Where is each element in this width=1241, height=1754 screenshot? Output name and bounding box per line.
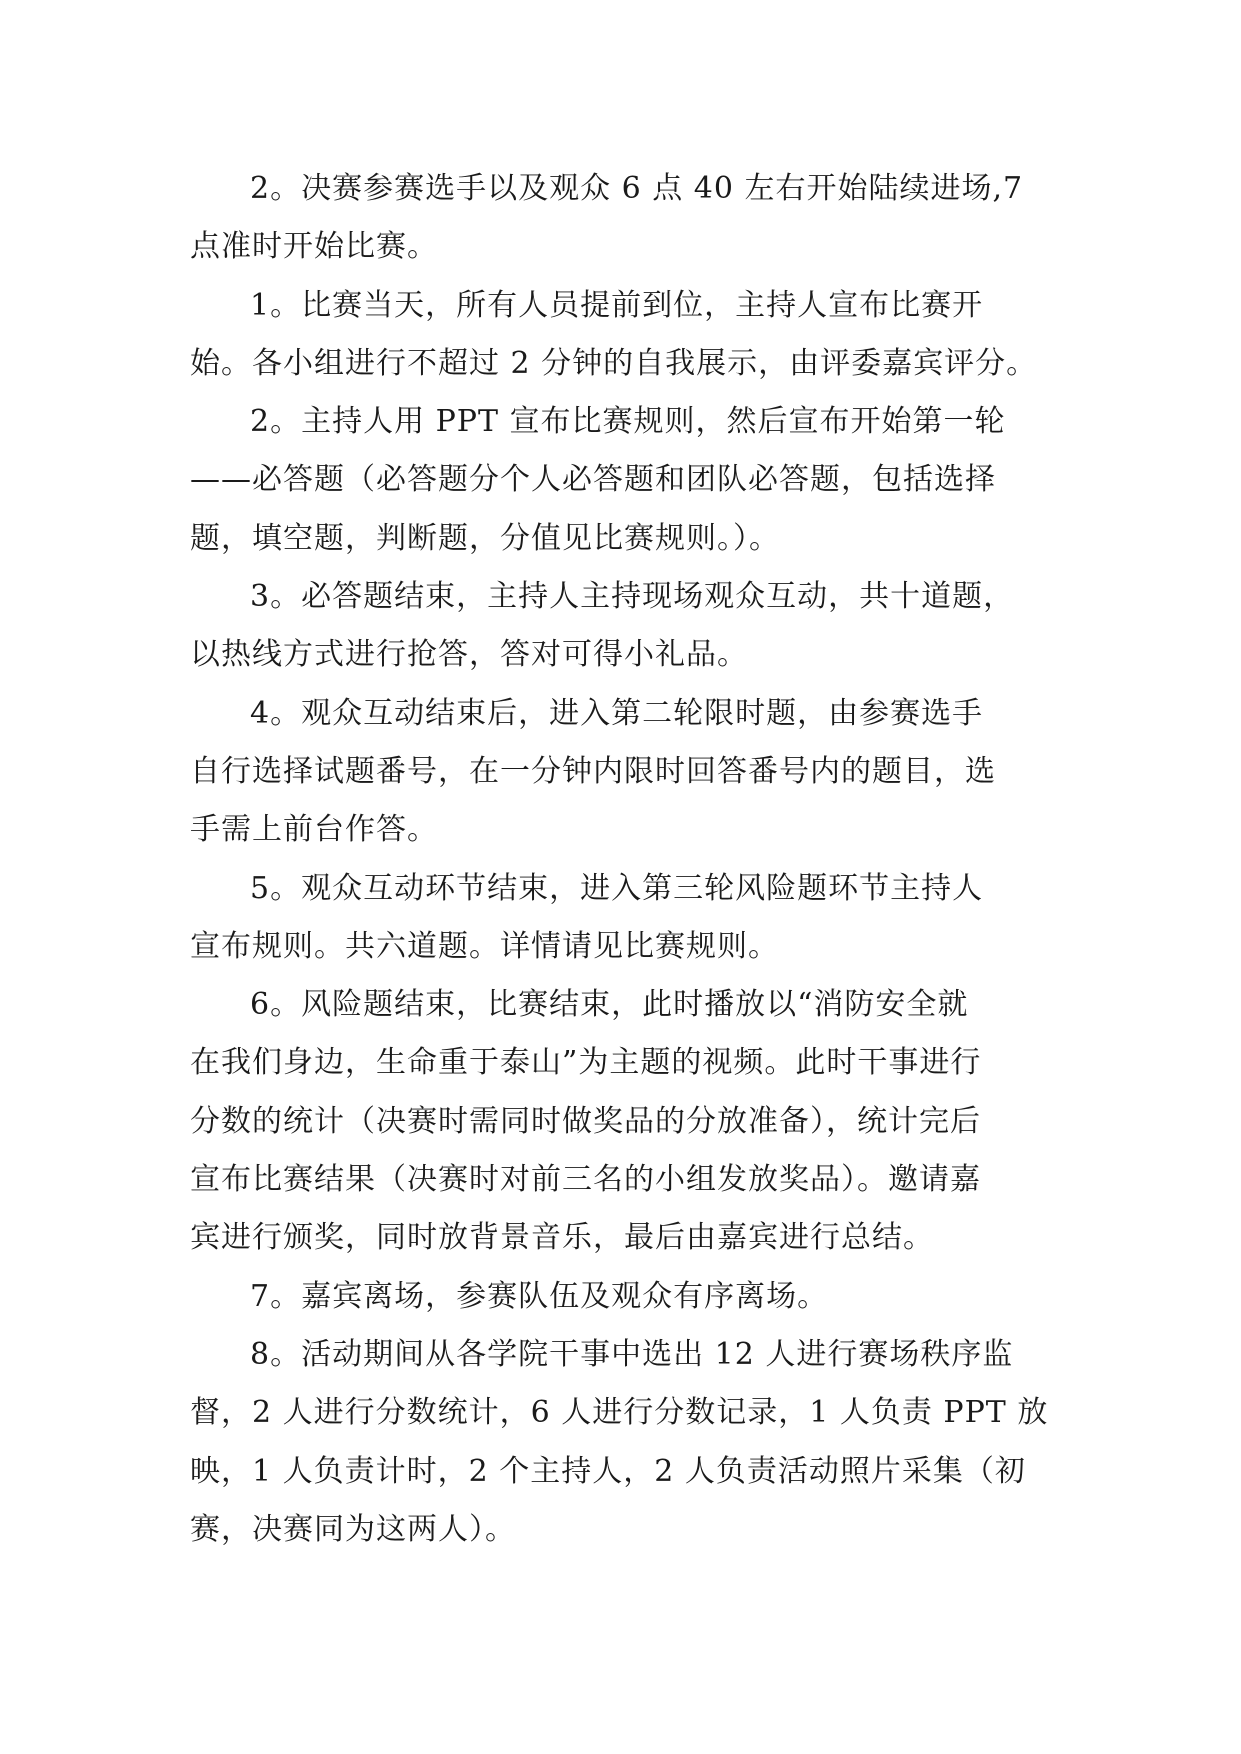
text-line: 分数的统计（决赛时需同时做奖品的分放准备），统计完后 xyxy=(190,1103,981,1139)
text-line: ——必答题（必答题分个人必答题和团队必答题，包括选择 xyxy=(190,462,996,498)
text-line: 点准时开始比赛。 xyxy=(190,229,438,265)
text-line: 宣布规则。共六道题。详情请见比赛规则。 xyxy=(190,928,779,964)
text-line: 2。决赛参赛选手以及观众 6 点 40 左右开始陆续进场,7 xyxy=(250,171,1024,206)
text-line: 题，填空题，判断题，分值见比赛规则。）。 xyxy=(190,520,780,556)
text-line: 6。风险题结束，比赛结束，此时播放以“消防安全就 xyxy=(250,987,969,1023)
text-line: 2。主持人用 PPT 宣布比赛规则，然后宣布开始第一轮 xyxy=(250,404,1006,440)
text-line: 赛，决赛同为这两人）。 xyxy=(190,1511,516,1547)
text-line: 8。活动期间从各学院干事中选出 12 人进行赛场秩序监 xyxy=(250,1336,1014,1372)
text-line: 自行选择试题番号，在一分钟内限时回答番号内的题目，选 xyxy=(190,753,996,789)
text-line: 3。必答题结束，主持人主持现场观众互动，共十道题， xyxy=(250,579,1015,615)
text-line: 在我们身边，生命重于泰山”为主题的视频。此时干事进行 xyxy=(190,1045,982,1081)
text-line: 5。观众互动环节结束，进入第三轮风险题环节主持人 xyxy=(250,870,984,906)
document-body xyxy=(190,160,1050,1559)
text-line: 始。各小组进行不超过 2 分钟的自我展示，由评委嘉宾评分。 xyxy=(190,345,1038,381)
text-line: 7。嘉宾离场，参赛队伍及观众有序离场。 xyxy=(250,1278,829,1314)
text-line: 1。比赛当天，所有人员提前到位，主持人宣布比赛开 xyxy=(250,287,984,323)
text-line: 手需上前台作答。 xyxy=(190,812,438,848)
text-line: 以热线方式进行抢答，答对可得小礼品。 xyxy=(190,637,748,673)
text-line: 督，2 人进行分数统计，6 人进行分数记录，1 人负责 PPT 放 xyxy=(190,1395,1049,1431)
text-line: 映，1 人负责计时，2 个主持人，2 人负责活动照片采集（初 xyxy=(190,1453,1026,1489)
text-line: 宣布比赛结果（决赛时对前三名的小组发放奖品）。邀请嘉 xyxy=(190,1162,981,1198)
text-line: 宾进行颁奖，同时放背景音乐，最后由嘉宾进行总结。 xyxy=(190,1220,934,1256)
text-line: 4。观众互动结束后，进入第二轮限时题，由参赛选手 xyxy=(250,695,984,731)
